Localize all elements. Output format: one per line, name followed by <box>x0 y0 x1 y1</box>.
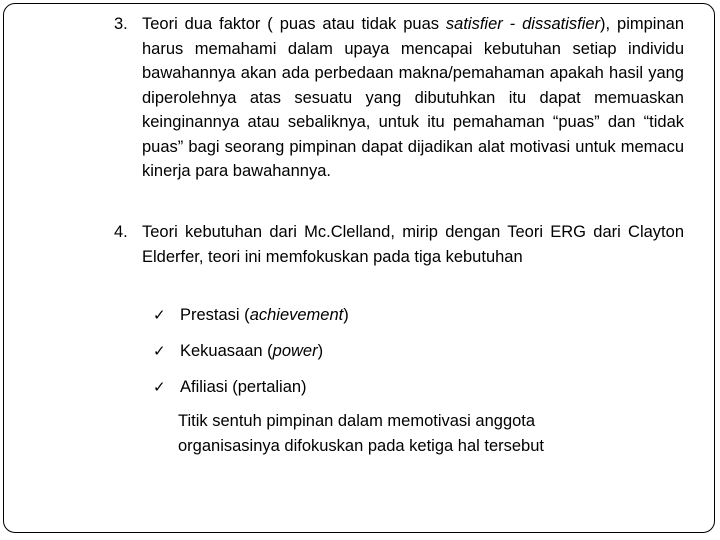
need-item-power <box>153 339 349 375</box>
checkmark-icon: ✓ <box>153 342 166 360</box>
checkmark-icon: ✓ <box>153 378 166 396</box>
item-text <box>142 12 684 184</box>
need-label-suffix: ) <box>317 342 324 360</box>
need-item-affiliation <box>153 375 349 411</box>
item-number: 4. <box>114 223 128 241</box>
need-label: Prestasi ( <box>180 306 250 324</box>
need-label-italic: achievement <box>249 306 344 324</box>
conclusion-line-2: organisasinya difokuskan pada ketiga hal tersebut <box>178 436 544 455</box>
conclusion-text <box>178 409 648 458</box>
list-item-3 <box>114 12 684 184</box>
list-item-4 <box>114 220 684 269</box>
checkmark-icon: ✓ <box>153 306 166 324</box>
item-text: Teori kebutuhan dari Mc.Clelland, mirip dengan Teori ERG dari Clayton Elderfer, teori ini memfokuskan pada tiga kebutuhan <box>142 223 684 266</box>
needs-list <box>153 303 349 411</box>
need-label: Afiliasi (pertalian) <box>180 378 307 396</box>
item-text-start: Teori dua faktor ( puas atau tidak puas <box>142 15 446 33</box>
need-label-suffix: ) <box>343 306 349 324</box>
item-number: 3. <box>114 15 128 33</box>
need-label-italic: power <box>272 342 318 360</box>
item-text-italic: satisfier - dissatisfier <box>445 15 601 33</box>
need-item-achievement <box>153 303 349 339</box>
item-text-end: ), pimpinan harus memahami dalam upaya mencapai kebutuhan setiap individu bawahannya akan ada perbedaan makna/pemahaman apakah hasil yang diperolehnya atas sesuatu yang dibutuhkan itu dapat memuaskan keinginannya atau sebaliknya, untuk itu pemahaman “puas” dan “tidak puas” bagi seorang pimpinan dapat dijadikan alat motivasi untuk memacu kinerja para bawahannya. <box>142 15 685 180</box>
conclusion-line-1: Titik sentuh pimpinan dalam memotivasi anggota <box>178 412 536 430</box>
need-label: Kekuasaan ( <box>180 342 273 360</box>
